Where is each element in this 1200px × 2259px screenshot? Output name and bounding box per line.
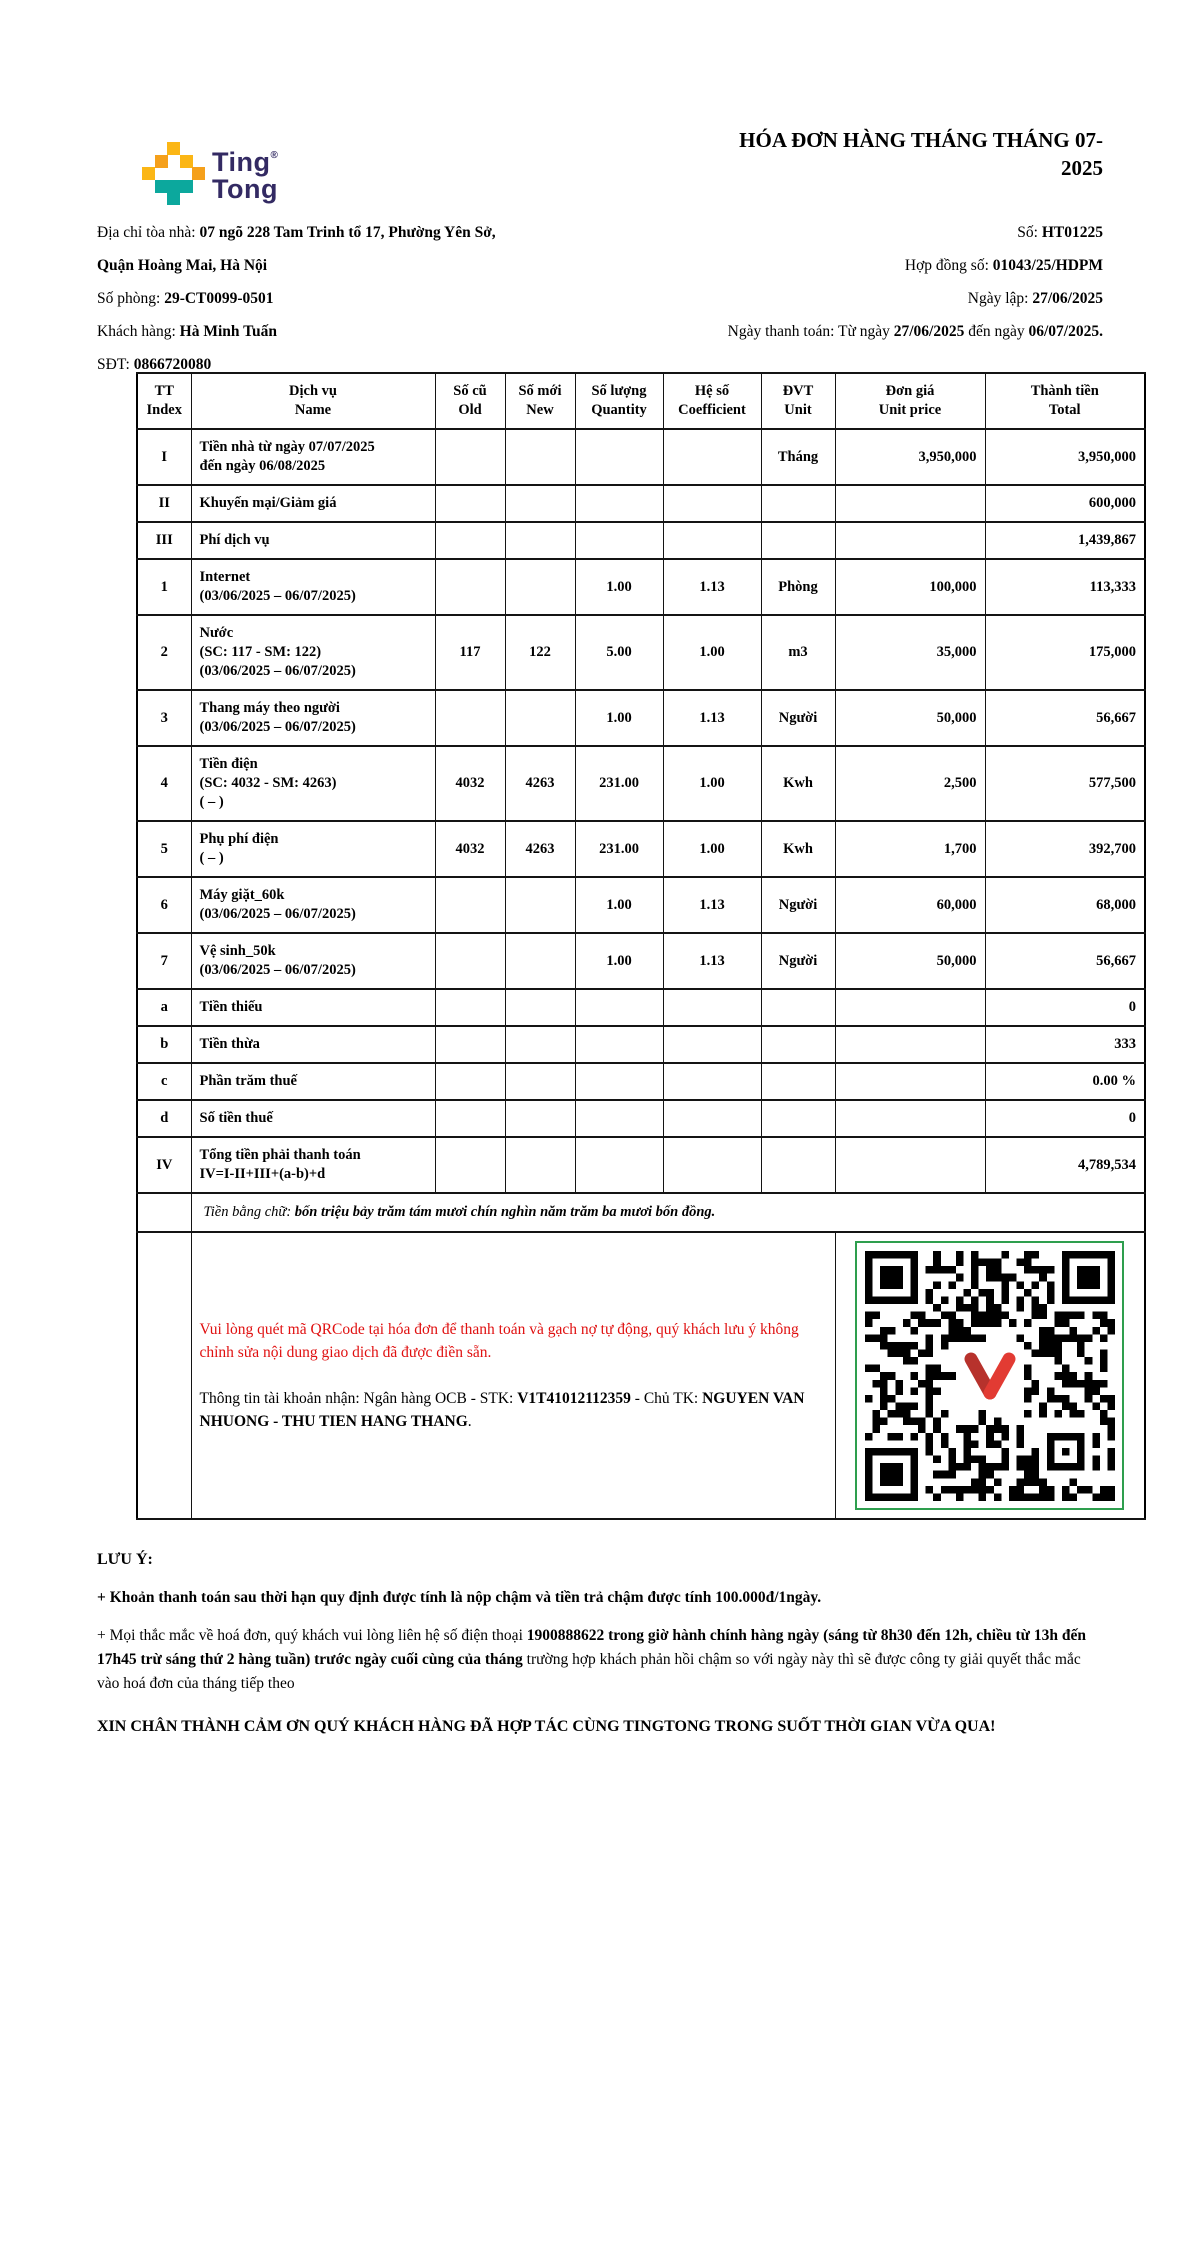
cell-total: 0 (985, 1100, 1145, 1137)
cell-qty (575, 1026, 663, 1063)
cell-price (835, 989, 985, 1026)
cell-total: 392,700 (985, 821, 1145, 877)
cell-new (505, 877, 575, 933)
label-text: Địa chỉ tòa nhà: (97, 224, 200, 241)
cell-idx: 4 (137, 746, 191, 821)
cell-unit (761, 485, 835, 522)
cell-new (505, 989, 575, 1026)
cell-coef (663, 1063, 761, 1100)
cell-new (505, 933, 575, 989)
cell-qty (575, 429, 663, 485)
cell-total: 4,789,534 (985, 1137, 1145, 1193)
cell-coef (663, 989, 761, 1026)
label-text: Số: (1017, 224, 1042, 241)
invoice-title: HÓA ĐƠN HÀNG THÁNG THÁNG 07- 2025 (739, 128, 1103, 180)
qr-code-frame (855, 1241, 1124, 1510)
logo-pixel (167, 192, 180, 205)
cell-qty (575, 1100, 663, 1137)
info-line (600, 249, 1103, 282)
cell-old (435, 1100, 505, 1137)
label-text: SĐT: (97, 356, 134, 373)
logo-pixel (167, 180, 180, 193)
cell-unit: Tháng (761, 429, 835, 485)
cell-total: 333 (985, 1026, 1145, 1063)
payment-instructions (191, 1232, 835, 1519)
cell-coef (663, 522, 761, 559)
logo-pixel (155, 180, 168, 193)
value-text: trong giờ hành chính hàng ngày (sáng từ 8h30 đến 12h, chiều từ 13h đến 17h45 trừ sáng thứ 2 hàng tuần) (97, 1627, 1086, 1668)
cell-unit: Phòng (761, 559, 835, 615)
account-info-text (200, 1390, 805, 1430)
tingtong-logo-text (212, 142, 278, 203)
table-row (137, 933, 1145, 989)
value-text: 0866720080 (133, 356, 212, 373)
cell-coef (663, 1100, 761, 1137)
value-text: V1T41012112359 (517, 1390, 631, 1407)
table-row (137, 559, 1145, 615)
cell-old (435, 485, 505, 522)
cell-qty: 1.00 (575, 559, 663, 615)
cell-new (505, 690, 575, 746)
cell-price: 60,000 (835, 877, 985, 933)
label-text: đến ngày (964, 323, 1029, 340)
logo-pixel (142, 167, 155, 180)
cell-qty: 231.00 (575, 746, 663, 821)
cell-coef: 1.13 (663, 877, 761, 933)
label-text: + Mọi thắc mắc về hoá đơn, quý khách vui lòng liên hệ số điện thoại (97, 1627, 527, 1644)
value-text: HT01225 (1041, 224, 1103, 241)
label-text: Thông tin tài khoản nhận: Ngân hàng OCB - STK: (199, 1390, 518, 1407)
cell-idx: III (137, 522, 191, 559)
cell-unit: Kwh (761, 821, 835, 877)
value-text: Quận Hoàng Mai, Hà Nội (97, 257, 268, 274)
column-header: Dịch vụ Name (191, 373, 435, 429)
cell-new (505, 1100, 575, 1137)
cell-total: 577,500 (985, 746, 1145, 821)
cell-old (435, 1063, 505, 1100)
cell-unit (761, 1026, 835, 1063)
column-header: Hệ số Coefficient (663, 373, 761, 429)
info-line (600, 315, 1103, 348)
invoice-meta-info (600, 216, 1103, 348)
cell-qty: 231.00 (575, 821, 663, 877)
label-text: Ngày thanh toán: Từ ngày (727, 323, 894, 340)
cell-idx: 2 (137, 615, 191, 690)
cell-unit: Người (761, 877, 835, 933)
cell-price (835, 522, 985, 559)
label-text: Ngày lập: (967, 290, 1033, 307)
cell-old: 117 (435, 615, 505, 690)
cell-price: 50,000 (835, 933, 985, 989)
value-text: trước ngày cuối cùng của tháng (310, 1651, 523, 1668)
cell-old (435, 429, 505, 485)
table-row (137, 429, 1145, 485)
cell-coef: 1.00 (663, 746, 761, 821)
notes-heading: LƯU Ý: (97, 1551, 153, 1568)
value-text: Hà Minh Tuấn (179, 323, 277, 340)
cell-unit: Kwh (761, 746, 835, 821)
value-text: 29-CT0099-0501 (164, 290, 274, 307)
cell-name: Máy giặt_60k (03/06/2025 – 06/07/2025) (191, 877, 435, 933)
value-text: 07 ngõ 228 Tam Trinh tổ 17, Phường Yên Sở, (199, 224, 496, 241)
cell-new: 4263 (505, 746, 575, 821)
cell-coef (663, 1026, 761, 1063)
cell-name: Tổng tiền phải thanh toán IV=I-II+III+(a-b)+d (191, 1137, 435, 1193)
cell-total: 3,950,000 (985, 429, 1145, 485)
cell-unit (761, 1063, 835, 1100)
qr-warning-text: Vui lòng quét mã QRCode tại hóa đơn để thanh toán và gạch nợ tự động, quý khách lưu ý không chỉnh sửa nội dung giao dịch đã được điền sẵn. (199, 1321, 799, 1361)
registered-mark: ® (270, 150, 279, 161)
logo-pixel (192, 167, 205, 180)
cell-price: 100,000 (835, 559, 985, 615)
cell-name: Tiền thiếu (191, 989, 435, 1026)
cell-name: Phụ phí điện ( – ) (191, 821, 435, 877)
cell-idx: b (137, 1026, 191, 1063)
label-text: trường hợp khách phản hồi chậm so với ngày này thì sẽ được công ty giải quyết thắc mắc vào hoá đơn của tháng tiếp theo (97, 1651, 1081, 1692)
invoice-table (136, 372, 1146, 1520)
info-line (97, 216, 657, 249)
cell-new (505, 1137, 575, 1193)
cell-old (435, 522, 505, 559)
cell-name: Vệ sinh_50k (03/06/2025 – 06/07/2025) (191, 933, 435, 989)
cell-name: Tiền nhà từ ngày 07/07/2025 đến ngày 06/08/2025 (191, 429, 435, 485)
cell-price: 2,500 (835, 746, 985, 821)
table-row (137, 615, 1145, 690)
cell-new: 122 (505, 615, 575, 690)
cell-empty (137, 1193, 191, 1232)
cell-name: Phần trăm thuế (191, 1063, 435, 1100)
table-row (137, 1063, 1145, 1100)
cell-name: Phí dịch vụ (191, 522, 435, 559)
cell-price: 3,950,000 (835, 429, 985, 485)
cell-unit: Người (761, 933, 835, 989)
label-text: . (467, 1413, 472, 1430)
cell-idx: 7 (137, 933, 191, 989)
info-line (600, 282, 1103, 315)
cell-total: 175,000 (985, 615, 1145, 690)
footer-notes (97, 1548, 1105, 1754)
cell-name: Nước (SC: 117 - SM: 122) (03/06/2025 – 06/07/2025) (191, 615, 435, 690)
cell-price: 50,000 (835, 690, 985, 746)
cell-total: 68,000 (985, 877, 1145, 933)
logo-pixel (167, 142, 180, 155)
qr-code (865, 1251, 1115, 1501)
cell-name: Khuyến mại/Giảm giá (191, 485, 435, 522)
cell-qty (575, 1137, 663, 1193)
cell-idx: I (137, 429, 191, 485)
value-text: 06/07/2025. (1028, 323, 1103, 340)
cell-name: Số tiền thuế (191, 1100, 435, 1137)
cell-total: 0.00 % (985, 1063, 1145, 1100)
cell-qty (575, 522, 663, 559)
cell-coef: 1.13 (663, 559, 761, 615)
cell-idx: II (137, 485, 191, 522)
cell-price (835, 485, 985, 522)
column-header: TT Index (137, 373, 191, 429)
logo-pixel (180, 180, 193, 193)
cell-unit (761, 1137, 835, 1193)
value-text: 27/06/2025 (1032, 290, 1103, 307)
cell-old (435, 690, 505, 746)
cell-total: 0 (985, 989, 1145, 1026)
cell-old (435, 559, 505, 615)
table-row (137, 1100, 1145, 1137)
cell-coef: 1.13 (663, 690, 761, 746)
column-header: Đơn giá Unit price (835, 373, 985, 429)
cell-old: 4032 (435, 821, 505, 877)
label-text: Số phòng: (97, 290, 165, 307)
logo-pixel (155, 155, 168, 168)
cell-coef: 1.00 (663, 821, 761, 877)
table-row (137, 989, 1145, 1026)
vietqr-v-icon (962, 1350, 1018, 1402)
cell-unit (761, 989, 835, 1026)
label-text: - Chủ TK: (630, 1390, 703, 1407)
qr-code-cell (835, 1232, 1145, 1519)
value-text: NGUYEN VAN NHUONG - THU TIEN HANG THANG (199, 1390, 805, 1430)
label-text: Hợp đồng số: (904, 257, 993, 274)
value-text: 1900888622 (526, 1627, 605, 1644)
brand-line2: Tong (212, 174, 278, 204)
column-header: Số lượng Quantity (575, 373, 663, 429)
cell-old (435, 877, 505, 933)
cell-old (435, 1137, 505, 1193)
table-row (137, 877, 1145, 933)
table-row (137, 821, 1145, 877)
table-header-row (137, 373, 1145, 429)
cell-new (505, 1063, 575, 1100)
value-text: bốn triệu bảy trăm tám mươi chín nghìn năm trăm ba mươi bốn đồng. (294, 1204, 716, 1220)
tingtong-logo (142, 142, 278, 206)
table-row (137, 690, 1145, 746)
info-line (97, 249, 657, 282)
column-header: Số cũ Old (435, 373, 505, 429)
cell-name: Tiền điện (SC: 4032 - SM: 4263) ( – ) (191, 746, 435, 821)
cell-idx: 6 (137, 877, 191, 933)
cell-price (835, 1137, 985, 1193)
cell-unit: m3 (761, 615, 835, 690)
cell-new (505, 485, 575, 522)
info-line (97, 282, 657, 315)
building-customer-info (97, 216, 657, 381)
cell-qty (575, 989, 663, 1026)
cell-qty: 5.00 (575, 615, 663, 690)
table-row (137, 522, 1145, 559)
cell-new (505, 559, 575, 615)
cell-name: Tiền thừa (191, 1026, 435, 1063)
cell-qty: 1.00 (575, 933, 663, 989)
cell-qty (575, 485, 663, 522)
cell-unit: Người (761, 690, 835, 746)
cell-old (435, 1026, 505, 1063)
cell-qty: 1.00 (575, 877, 663, 933)
cell-qty: 1.00 (575, 690, 663, 746)
value-text: 27/06/2025 (893, 323, 965, 340)
logo-pixel (180, 155, 193, 168)
cell-price: 1,700 (835, 821, 985, 877)
cell-unit (761, 1100, 835, 1137)
note-thanks: XIN CHÂN THÀNH CẢM ƠN QUÝ KHÁCH HÀNG ĐÃ HỢP TÁC CÙNG TINGTONG TRONG SUỐT THỜI GIAN VỪA QUA! (97, 1718, 996, 1735)
cell-price: 35,000 (835, 615, 985, 690)
brand-line1: Ting (212, 147, 271, 177)
note-contact (97, 1624, 1105, 1696)
table-row (137, 746, 1145, 821)
cell-idx: 5 (137, 821, 191, 877)
cell-idx: IV (137, 1137, 191, 1193)
cell-unit (761, 522, 835, 559)
cell-new (505, 1026, 575, 1063)
cell-idx: 1 (137, 559, 191, 615)
cell-coef: 1.00 (663, 615, 761, 690)
label-text: Tiền bằng chữ: (203, 1204, 295, 1220)
cell-old (435, 989, 505, 1026)
info-line (600, 216, 1103, 249)
cell-empty (137, 1232, 191, 1519)
cell-total: 1,439,867 (985, 522, 1145, 559)
column-header: ĐVT Unit (761, 373, 835, 429)
cell-name: Thang máy theo người (03/06/2025 – 06/07/2025) (191, 690, 435, 746)
cell-new (505, 522, 575, 559)
cell-idx: c (137, 1063, 191, 1100)
cell-total: 56,667 (985, 933, 1145, 989)
cell-coef (663, 429, 761, 485)
cell-new: 4263 (505, 821, 575, 877)
cell-idx: a (137, 989, 191, 1026)
value-text: 01043/25/HDPM (992, 257, 1103, 274)
column-header: Thành tiền Total (985, 373, 1145, 429)
amount-in-words (191, 1193, 1145, 1232)
note-late-fee: + Khoản thanh toán sau thời hạn quy định được tính là nộp chậm và tiền trả chậm được tính 100.000đ/1ngày. (97, 1589, 822, 1606)
cell-price (835, 1063, 985, 1100)
info-line (97, 315, 657, 348)
amount-in-words-row (137, 1193, 1145, 1232)
label-text: Khách hàng: (97, 323, 180, 340)
tingtong-logo-icon (142, 142, 204, 206)
cell-idx: d (137, 1100, 191, 1137)
cell-price (835, 1100, 985, 1137)
cell-price (835, 1026, 985, 1063)
table-row (137, 1137, 1145, 1193)
cell-name: Internet (03/06/2025 – 06/07/2025) (191, 559, 435, 615)
table-row (137, 1026, 1145, 1063)
cell-old (435, 933, 505, 989)
cell-idx: 3 (137, 690, 191, 746)
cell-new (505, 429, 575, 485)
cell-coef (663, 485, 761, 522)
qr-payment-row (137, 1232, 1145, 1519)
cell-total: 113,333 (985, 559, 1145, 615)
cell-old: 4032 (435, 746, 505, 821)
table-row (137, 485, 1145, 522)
cell-total: 56,667 (985, 690, 1145, 746)
column-header: Số mới New (505, 373, 575, 429)
cell-coef (663, 1137, 761, 1193)
cell-total: 600,000 (985, 485, 1145, 522)
cell-coef: 1.13 (663, 933, 761, 989)
cell-qty (575, 1063, 663, 1100)
